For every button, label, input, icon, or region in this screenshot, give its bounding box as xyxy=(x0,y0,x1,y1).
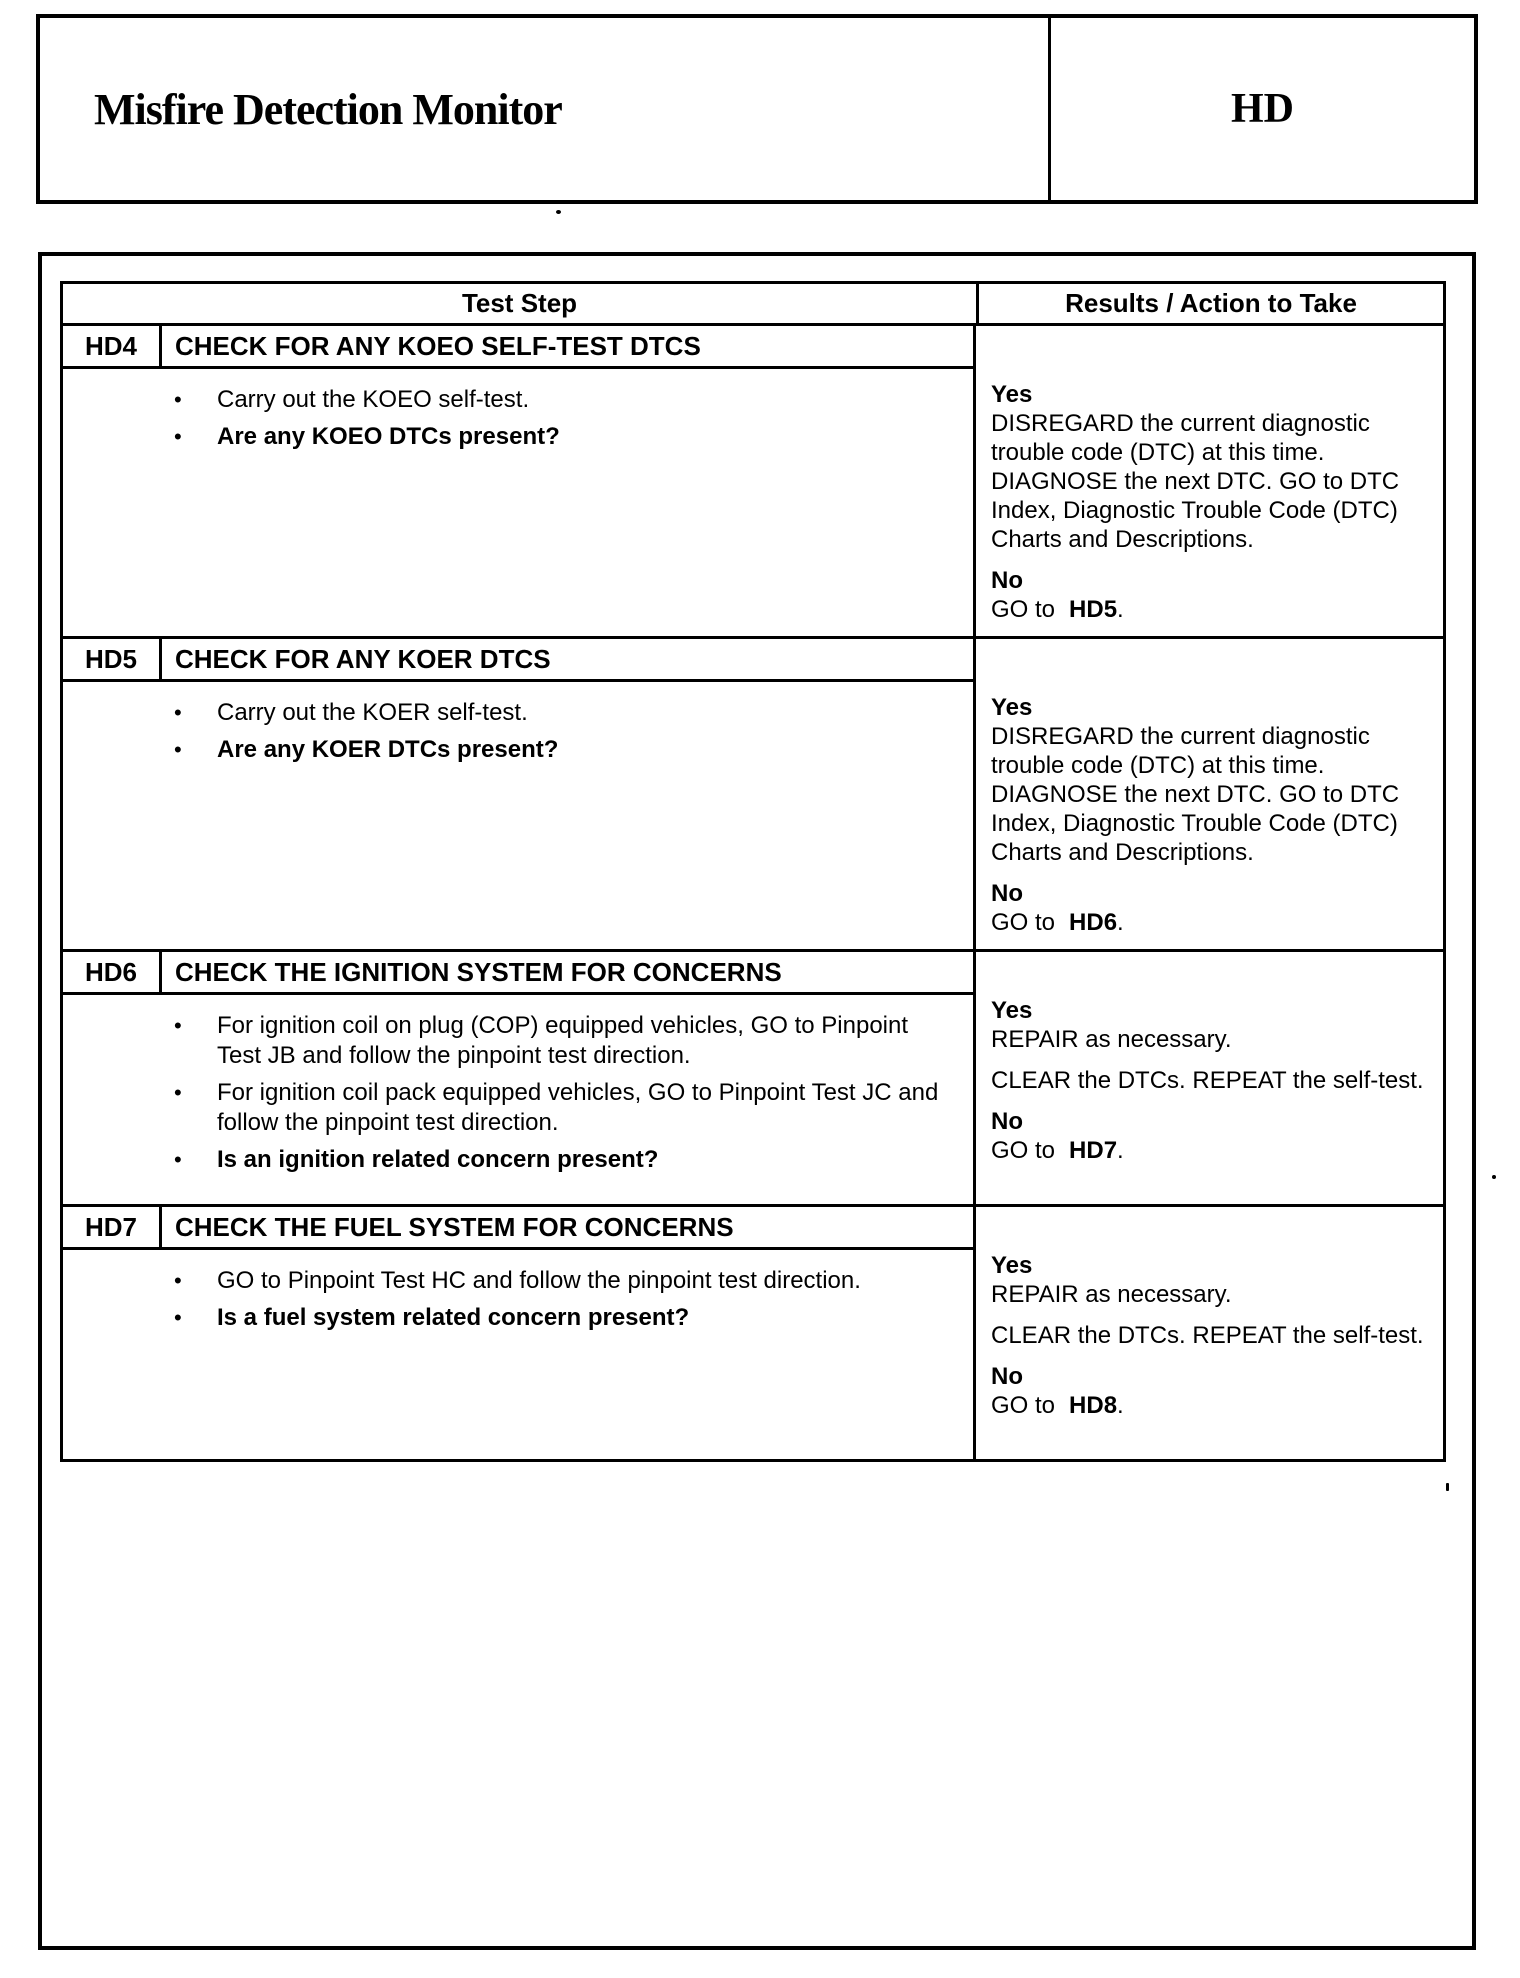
bullet-text: For ignition coil on plug (COP) equipped vehicles, GO to Pinpoint Test JB and follow the pinpoint test direction. xyxy=(217,1012,909,1069)
bullet-text: Is an ignition related concern present? xyxy=(217,1146,659,1173)
step-label-row xyxy=(63,952,973,995)
result-yes-label: Yes xyxy=(991,381,1033,408)
bullet-item xyxy=(63,1303,955,1333)
result-yes-text: CLEAR the DTCs. REPEAT the self-test. xyxy=(991,1067,1424,1094)
goto-suffix: . xyxy=(1117,1392,1124,1419)
step-bullets xyxy=(63,369,973,452)
result-no-text xyxy=(991,908,1433,937)
bullet-icon: • xyxy=(174,700,182,725)
page-title: Misfire Detection Monitor xyxy=(94,84,562,134)
result-no-label: No xyxy=(991,567,1023,594)
bullet-text: Are any KOEO DTCs present? xyxy=(217,423,560,450)
bullet-text: Carry out the KOER self-test. xyxy=(217,699,528,726)
table-row xyxy=(63,639,1443,952)
bullet-item xyxy=(63,735,955,765)
section-code-cell xyxy=(1051,18,1474,200)
step-title: CHECK FOR ANY KOEO SELF-TEST DTCS xyxy=(175,330,701,361)
step-label-row xyxy=(63,1207,973,1250)
result-no-text xyxy=(991,1136,1433,1165)
goto-prefix: GO to xyxy=(991,596,1056,623)
test-step-cell xyxy=(63,326,976,636)
result-yes-text: DISREGARD the current diagnostic trouble code (DTC) at this time. DIAGNOSE the next DTC. GO to DTC Index, Diagnostic Trouble Code (DTC) Charts and Descriptions. xyxy=(991,410,1400,553)
step-label-row xyxy=(63,639,973,682)
column-header-test-step: Test Step xyxy=(63,284,979,323)
goto-suffix: . xyxy=(1117,1137,1124,1164)
goto-target: HD6 xyxy=(1069,909,1118,936)
bullet-icon: • xyxy=(174,737,182,762)
scan-artifact-dot xyxy=(556,210,561,214)
result-yes-text: REPAIR as necessary. xyxy=(991,1281,1232,1308)
result-yes-label: Yes xyxy=(991,997,1033,1024)
bullet-icon: • xyxy=(174,1305,182,1330)
bullet-icon: • xyxy=(174,1013,182,1038)
result-no-label: No xyxy=(991,1108,1023,1135)
bullet-item xyxy=(63,422,955,452)
step-label-row xyxy=(63,326,973,369)
goto-suffix: . xyxy=(1117,909,1124,936)
bullet-text: Is a fuel system related concern present? xyxy=(217,1304,690,1331)
goto-suffix: . xyxy=(1117,596,1124,623)
step-bullets xyxy=(63,995,973,1175)
document-header xyxy=(36,14,1478,204)
bullet-text: For ignition coil pack equipped vehicles, GO to Pinpoint Test JC and follow the pinpoint test direction. xyxy=(217,1079,939,1136)
bullet-item xyxy=(63,698,955,728)
bullet-item xyxy=(63,1266,955,1296)
bullet-item xyxy=(63,1078,955,1138)
test-step-cell xyxy=(63,639,976,949)
table-row xyxy=(63,952,1443,1207)
result-yes-text: REPAIR as necessary. xyxy=(991,1026,1232,1053)
step-title: CHECK THE IGNITION SYSTEM FOR CONCERNS xyxy=(175,956,782,987)
bullet-item xyxy=(63,1011,955,1071)
test-step-cell xyxy=(63,952,976,1204)
section-code: HD xyxy=(1231,86,1294,132)
goto-target: HD7 xyxy=(1069,1137,1118,1164)
bullet-icon: • xyxy=(174,1147,182,1172)
goto-target: HD8 xyxy=(1069,1392,1118,1419)
results-cell xyxy=(976,1207,1443,1459)
table-row xyxy=(63,326,1443,639)
table-header-row xyxy=(63,284,1443,326)
bullet-icon: • xyxy=(174,1080,182,1105)
results-cell xyxy=(976,639,1443,949)
diagnostic-table xyxy=(60,281,1446,1462)
step-title: CHECK THE FUEL SYSTEM FOR CONCERNS xyxy=(175,1211,734,1242)
step-code: HD7 xyxy=(63,1207,162,1247)
result-yes-text: CLEAR the DTCs. REPEAT the self-test. xyxy=(991,1322,1424,1349)
scan-artifact-mark xyxy=(1446,1483,1449,1491)
document-title-cell xyxy=(40,18,1051,200)
bullet-text: Are any KOER DTCs present? xyxy=(217,736,559,763)
bullet-text: Carry out the KOEO self-test. xyxy=(217,386,530,413)
step-code: HD4 xyxy=(63,326,162,366)
bullet-item xyxy=(63,385,955,415)
result-yes-text: DISREGARD the current diagnostic trouble code (DTC) at this time. DIAGNOSE the next DTC. GO to DTC Index, Diagnostic Trouble Code (DTC) Charts and Descriptions. xyxy=(991,723,1400,866)
result-yes-label: Yes xyxy=(991,694,1033,721)
step-code: HD6 xyxy=(63,952,162,992)
bullet-icon: • xyxy=(174,1268,182,1293)
step-bullets xyxy=(63,1250,973,1333)
goto-target: HD5 xyxy=(1069,596,1118,623)
bullet-item xyxy=(63,1145,955,1175)
bullet-text: GO to Pinpoint Test HC and follow the pinpoint test direction. xyxy=(217,1267,861,1294)
bullet-icon: • xyxy=(174,424,182,449)
results-cell xyxy=(976,326,1443,636)
result-yes-label: Yes xyxy=(991,1252,1033,1279)
result-no-label: No xyxy=(991,1363,1023,1390)
goto-prefix: GO to xyxy=(991,1137,1056,1164)
result-no-text xyxy=(991,1391,1433,1420)
result-no-label: No xyxy=(991,880,1023,907)
test-step-cell xyxy=(63,1207,976,1459)
step-bullets xyxy=(63,682,973,765)
scan-artifact-dot xyxy=(1492,1175,1496,1179)
goto-prefix: GO to xyxy=(991,1392,1056,1419)
bullet-icon: • xyxy=(174,387,182,412)
step-title: CHECK FOR ANY KOER DTCS xyxy=(175,643,551,674)
goto-prefix: GO to xyxy=(991,909,1056,936)
result-no-text xyxy=(991,595,1433,624)
column-header-results: Results / Action to Take xyxy=(1065,288,1357,318)
table-row xyxy=(63,1207,1443,1459)
step-code: HD5 xyxy=(63,639,162,679)
results-cell xyxy=(976,952,1443,1204)
